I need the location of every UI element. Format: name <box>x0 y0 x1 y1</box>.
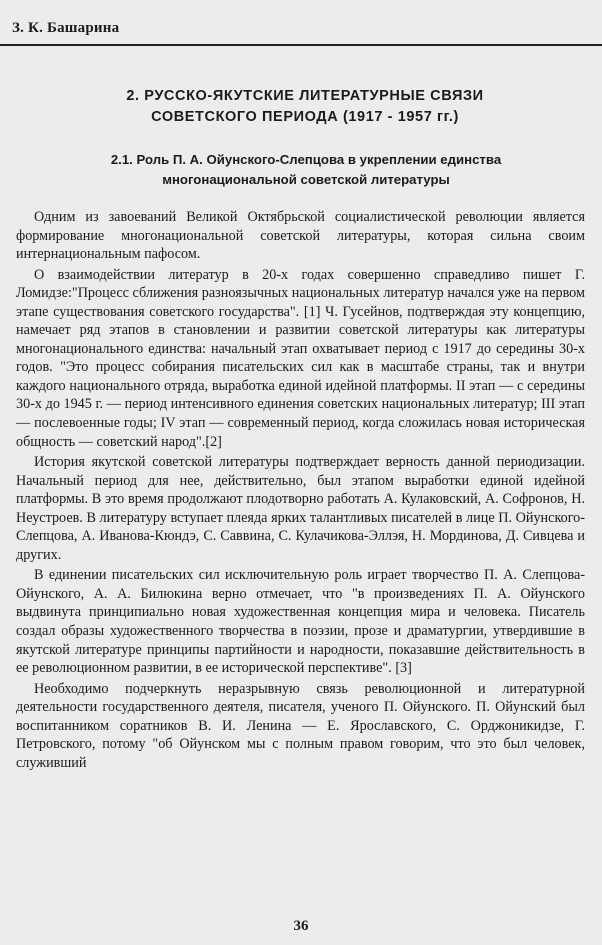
paragraph-4: В единении писательских сил исключительную роль играет творчество П. А. Слепцова-Ойунского, А. А. Билюкина верно отмечает, что "в произведениях П. А. Ойунского выдвинута принципиально новая художественная концепция мира и человека. Писатель создал образы художественного творчества в поэзии, прозе и драматургии, утвердившие в якутской литературе принципы партийности и народности, показавшие действительность в ее революционном развитии, в ее исторической перспективе". [3] <box>16 567 585 677</box>
chapter-title-line-2: СОВЕТСКОГО ПЕРИОДА (1917 - 1957 гг.) <box>151 109 459 125</box>
chapter-title-line-1: 2. РУССКО-ЯКУТСКИЕ ЛИТЕРАТУРНЫЕ СВЯЗИ <box>126 88 484 104</box>
running-header-author: З. К. Башарина <box>12 20 120 36</box>
running-header <box>0 8 602 46</box>
section-title <box>26 150 586 190</box>
paragraph-1: Одним из завоеваний Великой Октябрьской социалистической революции является формирование многонациональной советской литературы, которая сильна своим интернациональным пафосом. <box>16 209 585 263</box>
paragraph-2: О взаимодействии литератур в 20-х годах совершенно справедливо пишет Г. Ломидзе:"Процесс сближения разноязычных национальных литератур начался уже на первом этапе существования советского государства". [1] Ч. Гусейнов, подтверждая эту концепцию, намечает ряд этапов в становлении и развитии советской литературы как литературы многонационального единства: начальный этап охватывает период с 1917 до середины 30-х годов. "Это процесс собирания писательских сил как в масштабе страны, так и внутри каждого национального отряда, выработка единой идейной платформы. II этап — с середины 30-х до 1945 г. — период интенсивного единения советских национальных литератур; III этап — послевоенные годы; IV этап — современный период, когда сложилась новая историческая общность — советский народ".[2] <box>16 266 585 450</box>
paragraph-5: Необходимо подчеркнуть неразрывную связь революционной и литературной деятельности государственного деятеля, писателя, ученого П. Ойунского. П. Ойунский был воспитанником соратников В. И. Ленина — Е. Ярославского, С. Орджоникидзе, Г. Петровского, потому "об Ойунском мы с полным правом говорим, что это был человек, служивший <box>16 680 585 771</box>
paragraph-3: История якутской советской литературы подтверждает верность данной периодизации. Начальный период для нее, действительно, был этапом выработки единой идейной платформы. В это время продолжают плодотворно работать А. Кулаковский, А. Софронов, Н. Неустроев. В литературу вступает плеяда ярких талантливых писателей в лице П. Ойунского-Слепцова, А. Иванова-Кюндэ, С. Саввина, С. Кулачикова-Эллэя, Н. Мординова, Д. Сивцева и других. <box>16 454 585 563</box>
chapter-title <box>40 86 570 128</box>
page-number: 36 <box>293 918 309 934</box>
body-text <box>16 208 585 772</box>
section-title-line-2: многонациональной советской литературы <box>162 172 450 187</box>
section-title-line-1: 2.1. Роль П. А. Ойунского-Слепцова в укреплении единства <box>110 152 502 167</box>
